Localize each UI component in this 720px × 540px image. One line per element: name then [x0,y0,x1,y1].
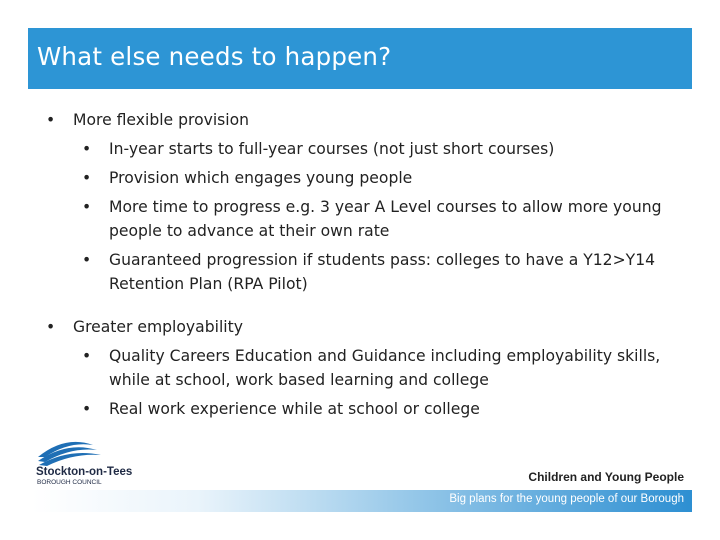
bullet-dot: • [82,400,92,418]
bullet-text: More flexible provision [73,111,250,129]
logo-subtitle: BOROUGH COUNCIL [37,479,102,486]
bullet-dot: • [46,318,56,336]
council-logo [35,437,145,491]
bullet-text-continued: Retention Plan (RPA Pilot) [109,275,308,293]
bullet-text-continued: while at school, work based learning and college [109,371,489,389]
bullet-dot: • [82,251,92,269]
footer-tagline: Big plans for the young people of our Borough [449,493,684,505]
bullet-text: More time to progress e.g. 3 year A Level courses to allow more young [109,198,662,216]
bullet-dot: • [46,111,56,129]
bullet-text: Provision which engages young people [109,169,413,187]
bullet-text: Real work experience while at school or college [109,400,480,418]
bullet-text: Quality Careers Education and Guidance including employability skills, [109,347,661,365]
swoosh-icon [35,437,145,487]
bullet-dot: • [82,198,92,216]
footer-banner [32,490,692,512]
bullet-text: In-year starts to full-year courses (not just short courses) [109,140,555,158]
department-label: Children and Young People [528,470,684,484]
bullet-text: Greater employability [73,318,243,336]
bullet-dot: • [82,140,92,158]
slide-title: What else needs to happen? [37,42,392,71]
bullet-dot: • [82,169,92,187]
bullet-text: Guaranteed progression if students pass: colleges to have a Y12>Y14 [109,251,656,269]
bullet-text-continued: people to advance at their own rate [109,222,390,240]
title-bar [28,28,692,89]
logo-name: Stockton-on-Tees [36,466,133,478]
bullet-dot: • [82,347,92,365]
